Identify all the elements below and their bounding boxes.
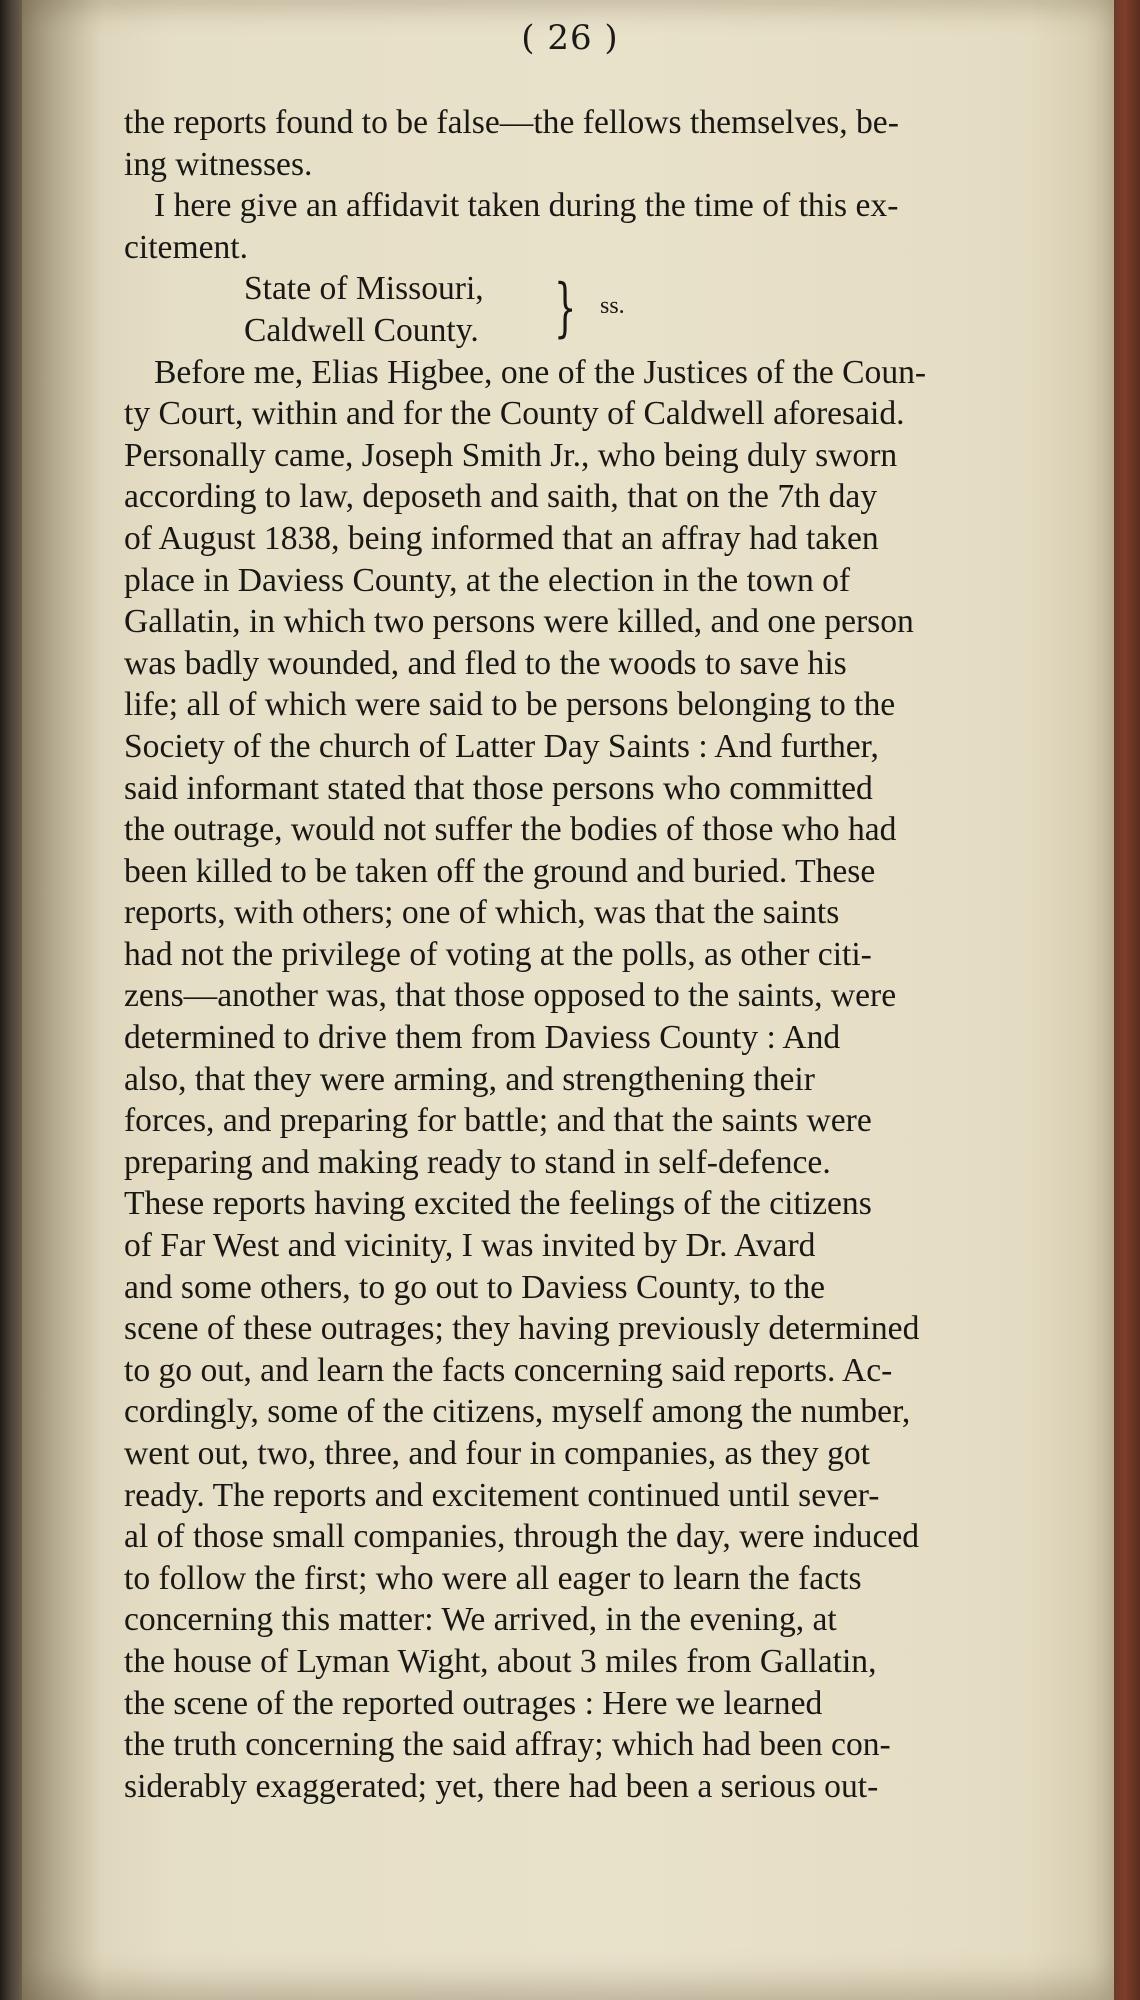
- text-line: had not the privilege of voting at the polls, as other citi-: [124, 935, 872, 973]
- text-line: al of those small companies, through the day, were induced: [124, 1518, 920, 1556]
- venue-brace: }: [554, 271, 577, 346]
- page-number: ( 26 ): [521, 18, 619, 58]
- text-line: also, that they were arming, and strengthening their: [124, 1060, 815, 1098]
- text-line: These reports having excited the feelings of the citizens: [124, 1185, 872, 1223]
- text-line: the scene of the reported outrages : Here we learned: [124, 1684, 823, 1722]
- text-line: ing witnesses.: [124, 145, 313, 183]
- text-line: and some others, to go out to Daviess County, to the: [124, 1268, 826, 1306]
- text-line: to go out, and learn the facts concerning said reports. Ac-: [124, 1351, 893, 1389]
- text-line: of August 1838, being informed that an affray had taken: [124, 519, 879, 557]
- text-line: the reports found to be false—the fellows themselves, be-: [124, 104, 899, 141]
- text-line: was badly wounded, and fled to the woods to save his: [124, 644, 847, 682]
- text-line: went out, two, three, and four in companies, as they got: [124, 1435, 870, 1472]
- text-line: zens—another was, that those opposed to the saints, were: [124, 977, 897, 1015]
- text-line: determined to drive them from Daviess County : And: [124, 1019, 841, 1057]
- text-line: preparing and making ready to stand in self-defence.: [124, 1143, 831, 1181]
- text-line: the house of Lyman Wight, about 3 miles from Gallatin,: [124, 1642, 877, 1680]
- text-line: to follow the first; who were all eager to learn the facts: [124, 1559, 862, 1597]
- text-line: life; all of which were said to be persons belonging to the: [124, 686, 896, 724]
- venue-ss: ss.: [600, 293, 625, 320]
- text-line: Society of the church of Latter Day Saints : And further,: [124, 727, 879, 765]
- text-line: reports, with others; one of which, was that the saints: [124, 894, 840, 932]
- text-line: Before me, Elias Higbee, one of the Justices of the Coun-: [154, 353, 927, 391]
- text-line: Personally came, Joseph Smith Jr., who being duly sworn: [124, 436, 898, 474]
- text-line: I here give an affidavit taken during the time of this ex-: [154, 187, 899, 225]
- text-line: cordingly, some of the citizens, myself among the number,: [124, 1393, 911, 1431]
- text-line: ty Court, within and for the County of Caldwell aforesaid.: [124, 395, 905, 433]
- text-line: said informant stated that those persons who committed: [124, 769, 873, 807]
- affidavit-venue: [124, 268, 1124, 351]
- affidavit-body: [124, 352, 1124, 1808]
- text-line: siderably exaggerated; yet, there had been a serious out-: [124, 1767, 879, 1805]
- page-text: [124, 102, 1124, 1807]
- text-line: ready. The reports and excitement continued until sever-: [124, 1476, 880, 1514]
- text-line: citement.: [124, 228, 248, 266]
- text-line: forces, and preparing for battle; and that the saints were: [124, 1102, 872, 1140]
- venue-state: State of Missouri,: [244, 270, 484, 308]
- text-line: been killed to be taken off the ground and buried. These: [124, 852, 876, 890]
- text-line: Gallatin, in which two persons were killed, and one person: [124, 603, 914, 641]
- text-line: concerning this matter: We arrived, in the evening, at: [124, 1601, 837, 1639]
- text-line: the truth concerning the said affray; which had been con-: [124, 1726, 891, 1764]
- text-line: the outrage, would not suffer the bodies of those who had: [124, 811, 897, 849]
- venue-county: Caldwell County.: [244, 311, 479, 349]
- text-line: according to law, deposeth and saith, that on the 7th day: [124, 478, 878, 516]
- gutter-shadow: [22, 0, 102, 2000]
- text-line: place in Daviess County, at the election in the town of: [124, 561, 851, 599]
- text-line: scene of these outrages; they having previously determined: [124, 1310, 920, 1348]
- book-binding: [0, 0, 22, 2000]
- text-line: of Far West and vicinity, I was invited by Dr. Avard: [124, 1227, 816, 1265]
